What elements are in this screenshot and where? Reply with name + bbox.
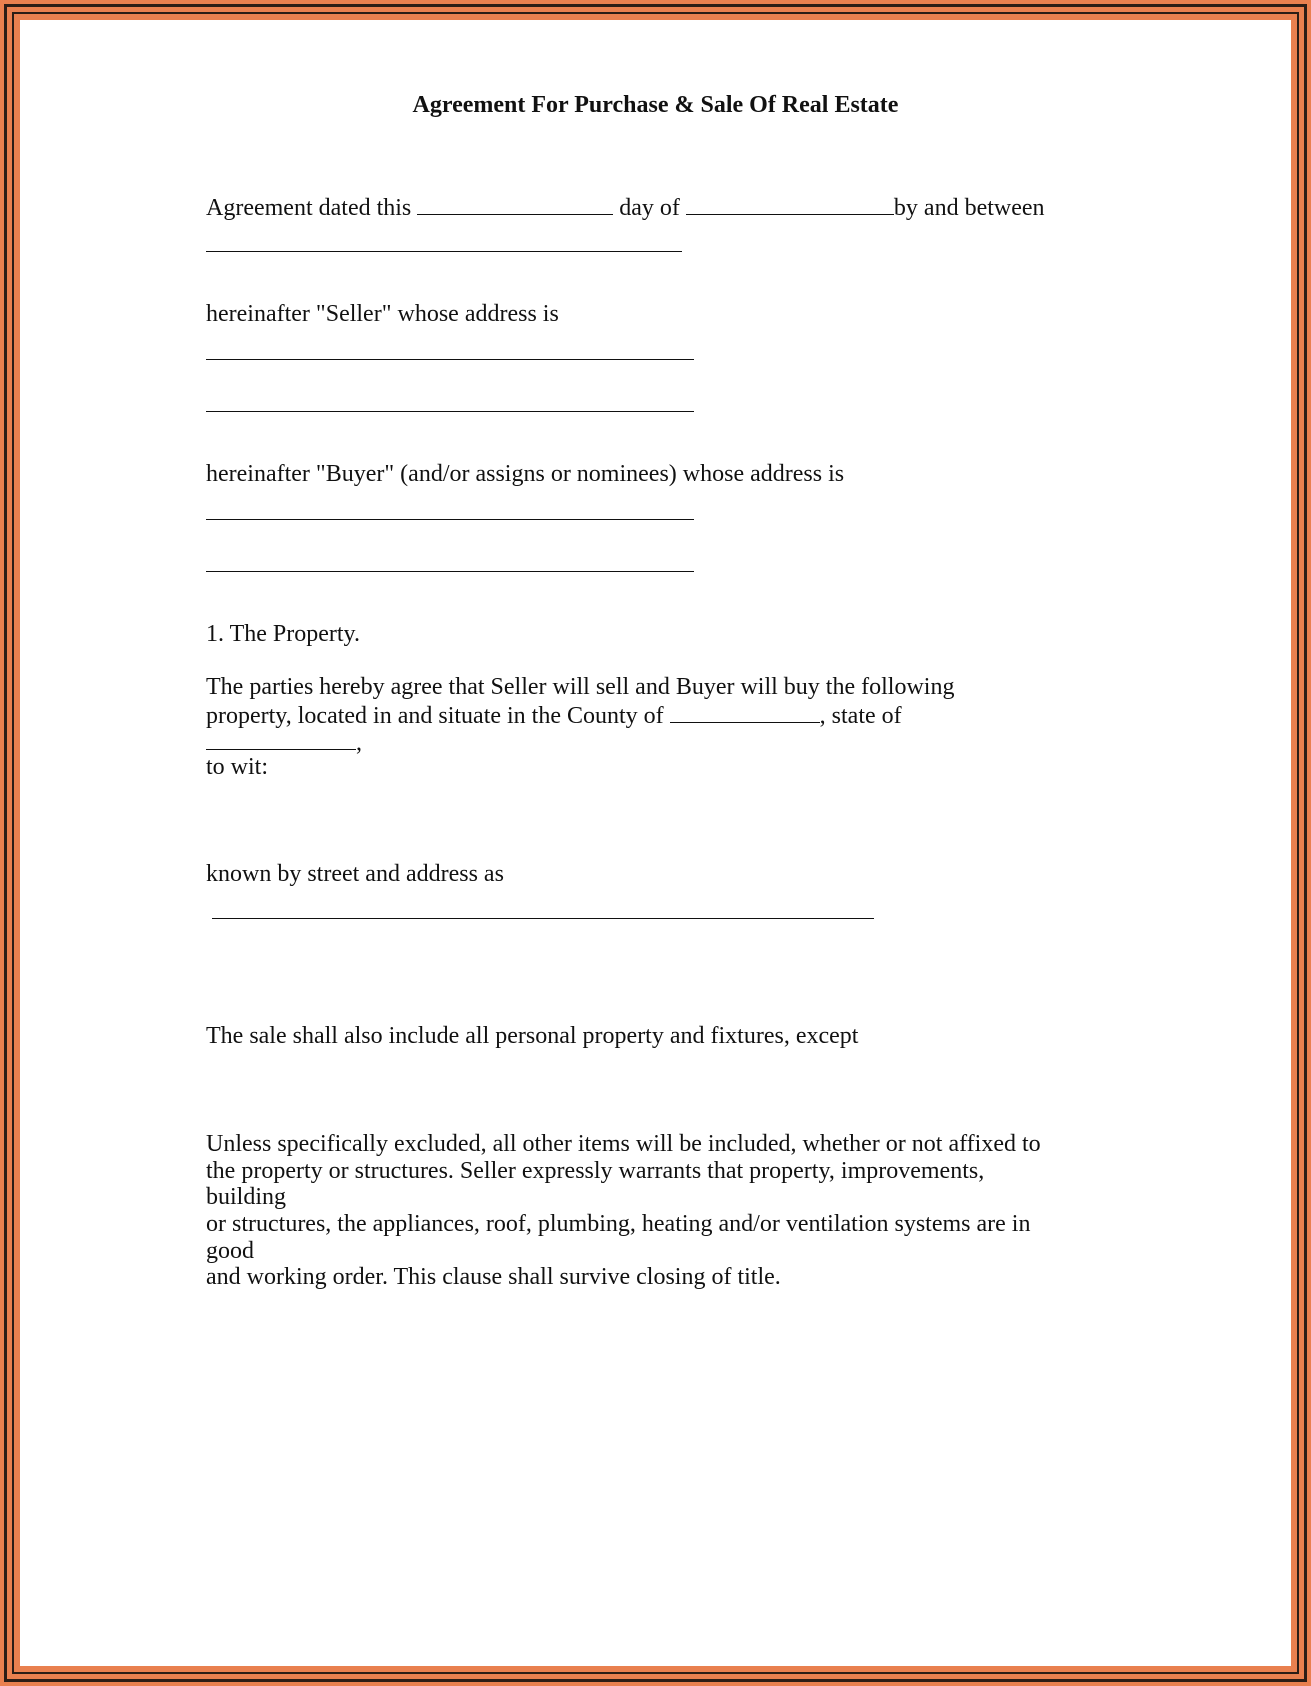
property-paragraph-line: The parties hereby agree that Seller will sell and Buyer will buy the following [206, 674, 955, 700]
warranty-paragraph-line: or structures, the appliances, roof, plumbing, heating and/or ventilation systems are in [206, 1211, 1031, 1237]
document-title: Agreement For Purchase & Sale Of Real Estate [412, 92, 899, 118]
state-label: , state of [819, 703, 902, 729]
warranty-paragraph-line: the property or structures. Seller expressly warrants that property, improvements, [206, 1158, 985, 1184]
day-blank[interactable] [417, 192, 613, 215]
comma: , [356, 730, 362, 756]
month-blank[interactable] [686, 192, 894, 215]
seller-label: hereinafter "Seller" whose address is [206, 301, 559, 327]
seller-address-blank[interactable] [206, 411, 694, 412]
state-blank[interactable] [206, 727, 356, 750]
seller-address-blank[interactable] [206, 359, 694, 360]
county-blank[interactable] [670, 700, 820, 723]
county-label: property, located in and situate in the County of [206, 703, 664, 729]
agreement-dated-label: Agreement dated this [206, 195, 412, 221]
buyer-label: hereinafter "Buyer" (and/or assigns or nominees) whose address is [206, 461, 845, 487]
by-and-between-label: by and between [893, 195, 1045, 221]
warranty-paragraph-line: building [206, 1184, 287, 1210]
street-address-blank[interactable] [212, 918, 874, 919]
known-by-label: known by street and address as [206, 861, 504, 887]
agreement-date-line [206, 192, 1045, 223]
warranty-paragraph-line: good [206, 1238, 254, 1264]
buyer-address-blank[interactable] [206, 519, 694, 520]
warranty-paragraph-line: Unless specifically excluded, all other items will be included, whether or not affixed to [206, 1131, 1041, 1157]
buyer-address-blank[interactable] [206, 571, 694, 572]
document-page [20, 20, 1291, 1666]
section-heading: 1. The Property. [206, 621, 360, 647]
sale-include-text: The sale shall also include all personal property and fixtures, except [206, 1023, 859, 1049]
day-of-label: day of [619, 195, 680, 221]
warranty-paragraph-line: and working order. This clause shall survive closing of title. [206, 1264, 781, 1290]
seller-name-blank[interactable] [206, 251, 682, 252]
to-wit-label: to wit: [206, 754, 269, 780]
